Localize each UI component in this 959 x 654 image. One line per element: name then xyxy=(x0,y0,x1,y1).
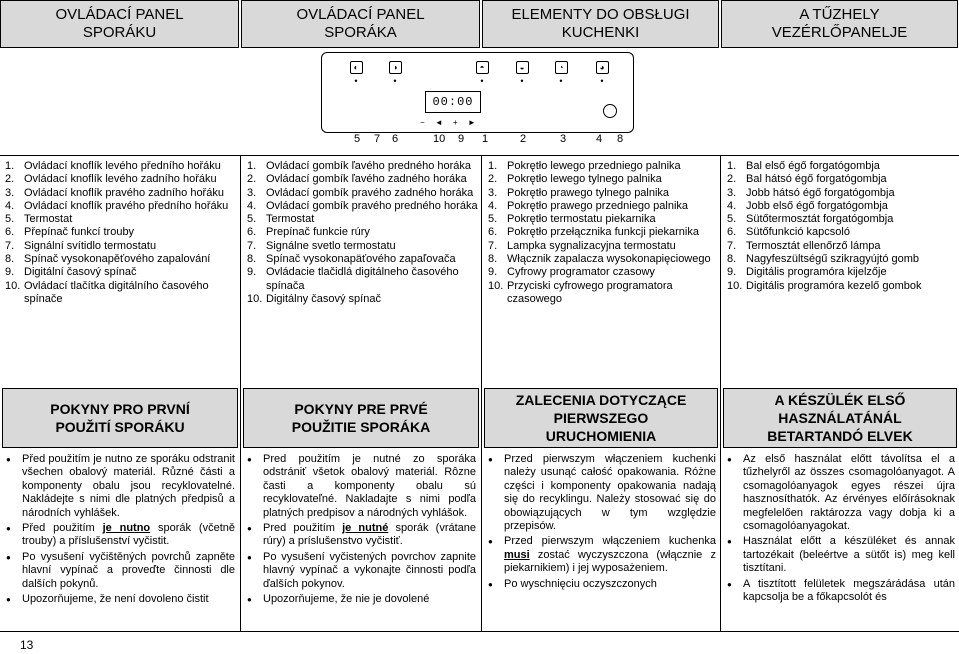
section-heading-hu: A KÉSZÜLÉK ELSŐ HASZNÁLATÁNÁL BETARTANDÓ ELVEK xyxy=(723,388,957,448)
list-item: ● Przed pierwszym włączeniem kuchenki należy usunąć całość opakowania. Różne części i komponenty opakowania nadają się do recyklingu. Należy stosować się do obowiązujących w tym względzie przepisów. xyxy=(484,453,716,533)
header-cs: OVLÁDACÍ PANEL SPORÁKU xyxy=(0,0,239,48)
list-item: ● Használat előtt a készüléket és annak tartozékait (beleértve a sütőt is) meg kell tisztítani. xyxy=(723,535,955,575)
list-item: 8. Włącznik zapalacza wysokonapięciowego xyxy=(488,253,711,266)
list-item: 3. Pokrętło prawego tylnego palnika xyxy=(488,186,670,199)
divider xyxy=(240,155,241,631)
list-item: 8. Spínač vysokonapěťového zapalování xyxy=(5,253,211,266)
list-item: 10. Digitális programóra kezelő gombok xyxy=(727,279,922,292)
list-item: 10. Przyciski cyfrowego programatora czasowego xyxy=(488,279,673,305)
list-item: ● A tisztított felületek megszárádása után kapcsolja be a főkapcsolót és xyxy=(723,578,955,605)
list-item: 5. Termostat xyxy=(247,213,315,226)
list-item: ● Před použitím je nutno ze sporáku odstranit všechen obalový materiál. Různé části a komponenty obalu jsou recyklovatelné. Nakládejte s nimi dle platných předpisů a národních vyhlášek. xyxy=(2,453,235,520)
list-item: 4. Pokrętło prawego przedniego palnika xyxy=(488,199,689,212)
page-number: 13 xyxy=(20,638,34,652)
list-item: 2. Bal hátsó égő forgatógombja xyxy=(727,173,887,186)
list-item: 2. Pokrętło lewego tylnego palnika xyxy=(488,173,662,186)
marker: 8 xyxy=(617,133,624,145)
marker: 4 xyxy=(596,133,603,145)
list-item: 4. Jobb első égő forgatógombja xyxy=(727,199,888,212)
list-item: ● Upozorňujeme, že není dovoleno čistit xyxy=(2,593,235,606)
list-item: 4. Ovládací knoflík pravého předního hořáku xyxy=(5,199,229,212)
timer-buttons: − ◄ + ► xyxy=(420,118,480,127)
list-item: 1. Ovládací knoflík levého předního hořáku xyxy=(5,160,221,172)
list-item: 7. Termosztát ellenőrző lámpa xyxy=(727,239,881,252)
list-item: 9. Ovládacie tlačidlá digitálneho časového spínača xyxy=(247,266,459,292)
list-item: 9. Digitális programóra kijelzője xyxy=(727,266,887,279)
list-item: ● Před použitím je nutno sporák (včetně trouby) a příslušenství vyčistit. xyxy=(2,522,235,549)
marker: 7 xyxy=(374,133,381,145)
list-item: 2. Ovládací gombík ľavého zadného horáka xyxy=(247,173,467,186)
list-item: 5. Pokrętło termostatu piekarnika xyxy=(488,213,656,226)
list-item: 9. Digitální časový spínač xyxy=(5,266,137,279)
list-item: 1. Bal első égő forgatógombja xyxy=(727,160,880,172)
knob-icon: ◒ • xyxy=(507,61,537,86)
list-item: 9. Cyfrowy programator czasowy xyxy=(488,266,655,279)
list-item: 6. Pokrętło przełącznika funkcji piekarnika xyxy=(488,226,699,239)
list-item: 7. Signální svítidlo termostatu xyxy=(5,239,157,252)
section-heading-cs: POKYNY PRO PRVNÍ POUŽITÍ SPORÁKU xyxy=(2,388,238,448)
marker: 3 xyxy=(560,133,567,145)
list-item: 8. Nagyfeszültségű szikragyújtó gomb xyxy=(727,253,920,266)
list-item: ● Pred použitím je nutné sporák (vrátane rúry) a príslušenstvo vyčistiť. xyxy=(243,522,476,549)
section-heading-sk: POKYNY PRE PRVÉ POUŽITIE SPORÁKA xyxy=(243,388,479,448)
marker: 5 xyxy=(354,133,361,145)
header-pl: ELEMENTY DO OBSŁUGI KUCHENKI xyxy=(482,0,719,48)
list-item: 3. Ovládací gombík pravého zadného horáka xyxy=(247,186,474,199)
list-item: 3. Ovládací knoflík pravého zadního hořáku xyxy=(5,186,224,199)
header-sk: OVLÁDACÍ PANEL SPORÁKA xyxy=(241,0,480,48)
marker: 9 xyxy=(458,133,465,145)
parts-list-cs xyxy=(0,160,238,380)
panel-markers xyxy=(321,133,634,147)
list-item: ● Po vysušení vyčistených povrchov zapnite hlavný vypínač a vykonajte činnosti podľa ďalších pokynov. xyxy=(243,551,476,591)
knob-icon: ◐ • xyxy=(341,61,371,86)
list-item: 6. Přepínač funkcí trouby xyxy=(5,226,135,239)
list-item: 5. Termostat xyxy=(5,213,73,226)
instructions-pl xyxy=(484,453,716,633)
ignition-button-icon xyxy=(603,104,617,118)
list-item: 5. Sütőtermosztát forgatógombja xyxy=(727,213,894,226)
list-item: 7. Lampka sygnalizacyjna termostatu xyxy=(488,239,676,252)
list-item: ● Upozorňujeme, že nie je dovolené xyxy=(243,593,476,606)
list-item: 3. Jobb hátsó égő forgatógombja xyxy=(727,186,895,199)
section-heading-pl: ZALECENIA DOTYCZĄCE PIERWSZEGO URUCHOMIENIA xyxy=(484,388,718,448)
marker: 1 xyxy=(482,133,489,145)
divider xyxy=(481,155,482,631)
parts-list-pl xyxy=(483,160,719,380)
header-hu: A TŰZHELY VEZÉRLŐPANELJE xyxy=(721,0,958,48)
knob-icon: ◔ • xyxy=(546,61,576,86)
list-item: ● Po vysušení vyčištěných povrchů zapněte hlavní vypínač a proveďte činnosti dle dalších pokynů. xyxy=(2,551,235,591)
list-item: 2. Ovládací knoflík levého zadního hořáku xyxy=(5,173,217,186)
knob-icon: ◓ • xyxy=(467,61,497,86)
timer-display: 00:00 xyxy=(425,91,481,113)
list-item: 7. Signálne svetlo termostatu xyxy=(247,239,396,252)
instructions-hu xyxy=(723,453,955,633)
list-item: 1. Ovládací gombík ľavého predného horáka xyxy=(247,160,472,172)
parts-list-sk xyxy=(242,160,478,380)
instructions-sk xyxy=(243,453,476,633)
list-item: ● Az első használat előtt távolítsa el a tűzhelyről az összes csomagolóanyagot. A csomagolóanyagok egyes részei újra hasznosíthatók. Az érvényes előírásoknak megfelelően raktározza vagy dobja ki a csomagolóanyagokat. xyxy=(723,453,955,533)
marker: 10 xyxy=(433,133,446,145)
knob-icon: ◑ • xyxy=(380,61,410,86)
marker: 2 xyxy=(520,133,527,145)
marker: 6 xyxy=(392,133,399,145)
knob-icon: ◕ • xyxy=(587,61,617,86)
list-item: 6. Prepínač funkcie rúry xyxy=(247,226,370,239)
list-item: 10. Digitálny časový spínač xyxy=(247,292,381,305)
list-item: ● Po wyschnięciu oczyszczonych xyxy=(484,578,716,591)
list-item: 4. Ovládací gombík pravého predného horáka xyxy=(247,199,478,212)
list-item: 8. Spínač vysokonapäťového zapaľovača xyxy=(247,253,456,266)
list-item: 10. Ovládací tlačítka digitálního časového spínače xyxy=(5,279,209,305)
list-item: ● Pred použitím je nutné zo sporáka odstrániť všetok obalový materiál. Rôzne časti a komponenty obalu sú recyklovateľné. Nakladajte s nimi podľa platných predpisov a národných vyhlášok. xyxy=(243,453,476,520)
control-panel-diagram xyxy=(321,52,634,133)
divider xyxy=(0,155,959,156)
list-item: 1. Pokrętło lewego przedniego palnika xyxy=(488,160,681,172)
list-item: ● Przed pierwszym włączeniem kuchenka musi zostać wyczyszczona (włącznie z piekarnikiem) i jej wyposażeniem. xyxy=(484,535,716,575)
parts-list-hu xyxy=(722,160,958,380)
instructions-cs xyxy=(2,453,235,633)
list-item: 6. Sütőfunkció kapcsoló xyxy=(727,226,850,239)
divider xyxy=(720,155,721,631)
